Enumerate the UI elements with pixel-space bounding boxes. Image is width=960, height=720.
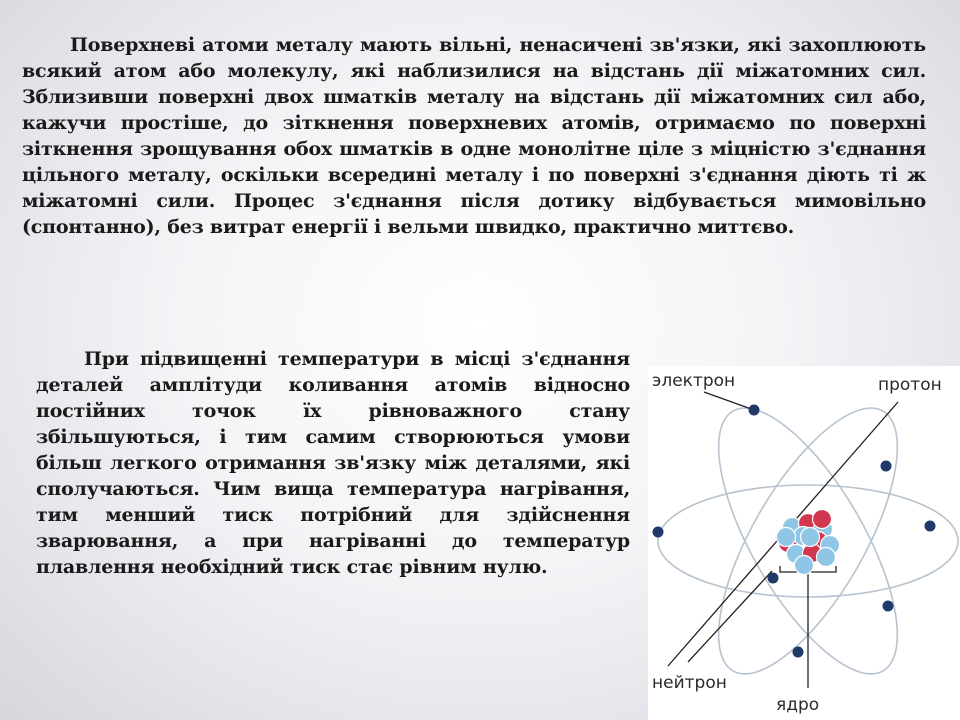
- neutron-11: [777, 528, 796, 547]
- label-proton: протон: [878, 375, 942, 395]
- label-electron: электрон: [652, 371, 736, 391]
- electron-2: [653, 527, 664, 538]
- neutron-9: [817, 548, 836, 567]
- atom-diagram-svg: [648, 366, 960, 720]
- electron-3: [881, 461, 892, 472]
- paragraph-surface-atoms: Поверхневі атоми металу мають вільні, ненасичені зв'язки, які захоплюють всякий атом або молекулу, які наблизилися на відстань дії міжатомних сил. Зблизивши поверхні двох шматків металу на відстань дії міжатомних сил або, кажучи простіше, до зіткнення поверхневих атомів, отримаємо по поверхні зіткнення зрощування обох шматків в одне монолітне ціле з міцністю з'єднання цільного металу, оскільки всередині металу і по поверхні з'єднання діють ті ж міжатомні сили. Процес з'єднання після дотику відбувається мимовільно (спонтанно), без витрат енергії і вельми швидко, практично миттєво.: [22, 34, 926, 238]
- electron-7: [925, 521, 936, 532]
- electron-6: [793, 647, 804, 658]
- label-neutron: нейтрон: [652, 673, 727, 693]
- atom-diagram: [648, 366, 960, 720]
- paragraph-temperature: При підвищенні температури в місці з'єднання деталей амплітуди коливання атомів відносно постійних точок їх рівноважного стану збільшуються, і тим самим створюються умови більш легкого отримання зв'язку між деталями, які сполучаються. Чим вища температура нагрівання, тим менший тиск потрібний для здійснення зварювання, а при нагріванні до температур плавлення необхідний тиск стає рівним нулю.: [36, 348, 630, 578]
- electron-4: [768, 573, 779, 584]
- electron-5: [883, 601, 894, 612]
- pointer-line-electron: [704, 392, 754, 410]
- label-nucleus: ядро: [776, 695, 820, 715]
- proton-13: [813, 510, 832, 529]
- electron-1: [749, 405, 760, 416]
- neutron-12: [801, 528, 820, 547]
- nucleus: [777, 510, 840, 575]
- pointer-line-neutron: [688, 571, 772, 662]
- neutron-10: [795, 556, 814, 575]
